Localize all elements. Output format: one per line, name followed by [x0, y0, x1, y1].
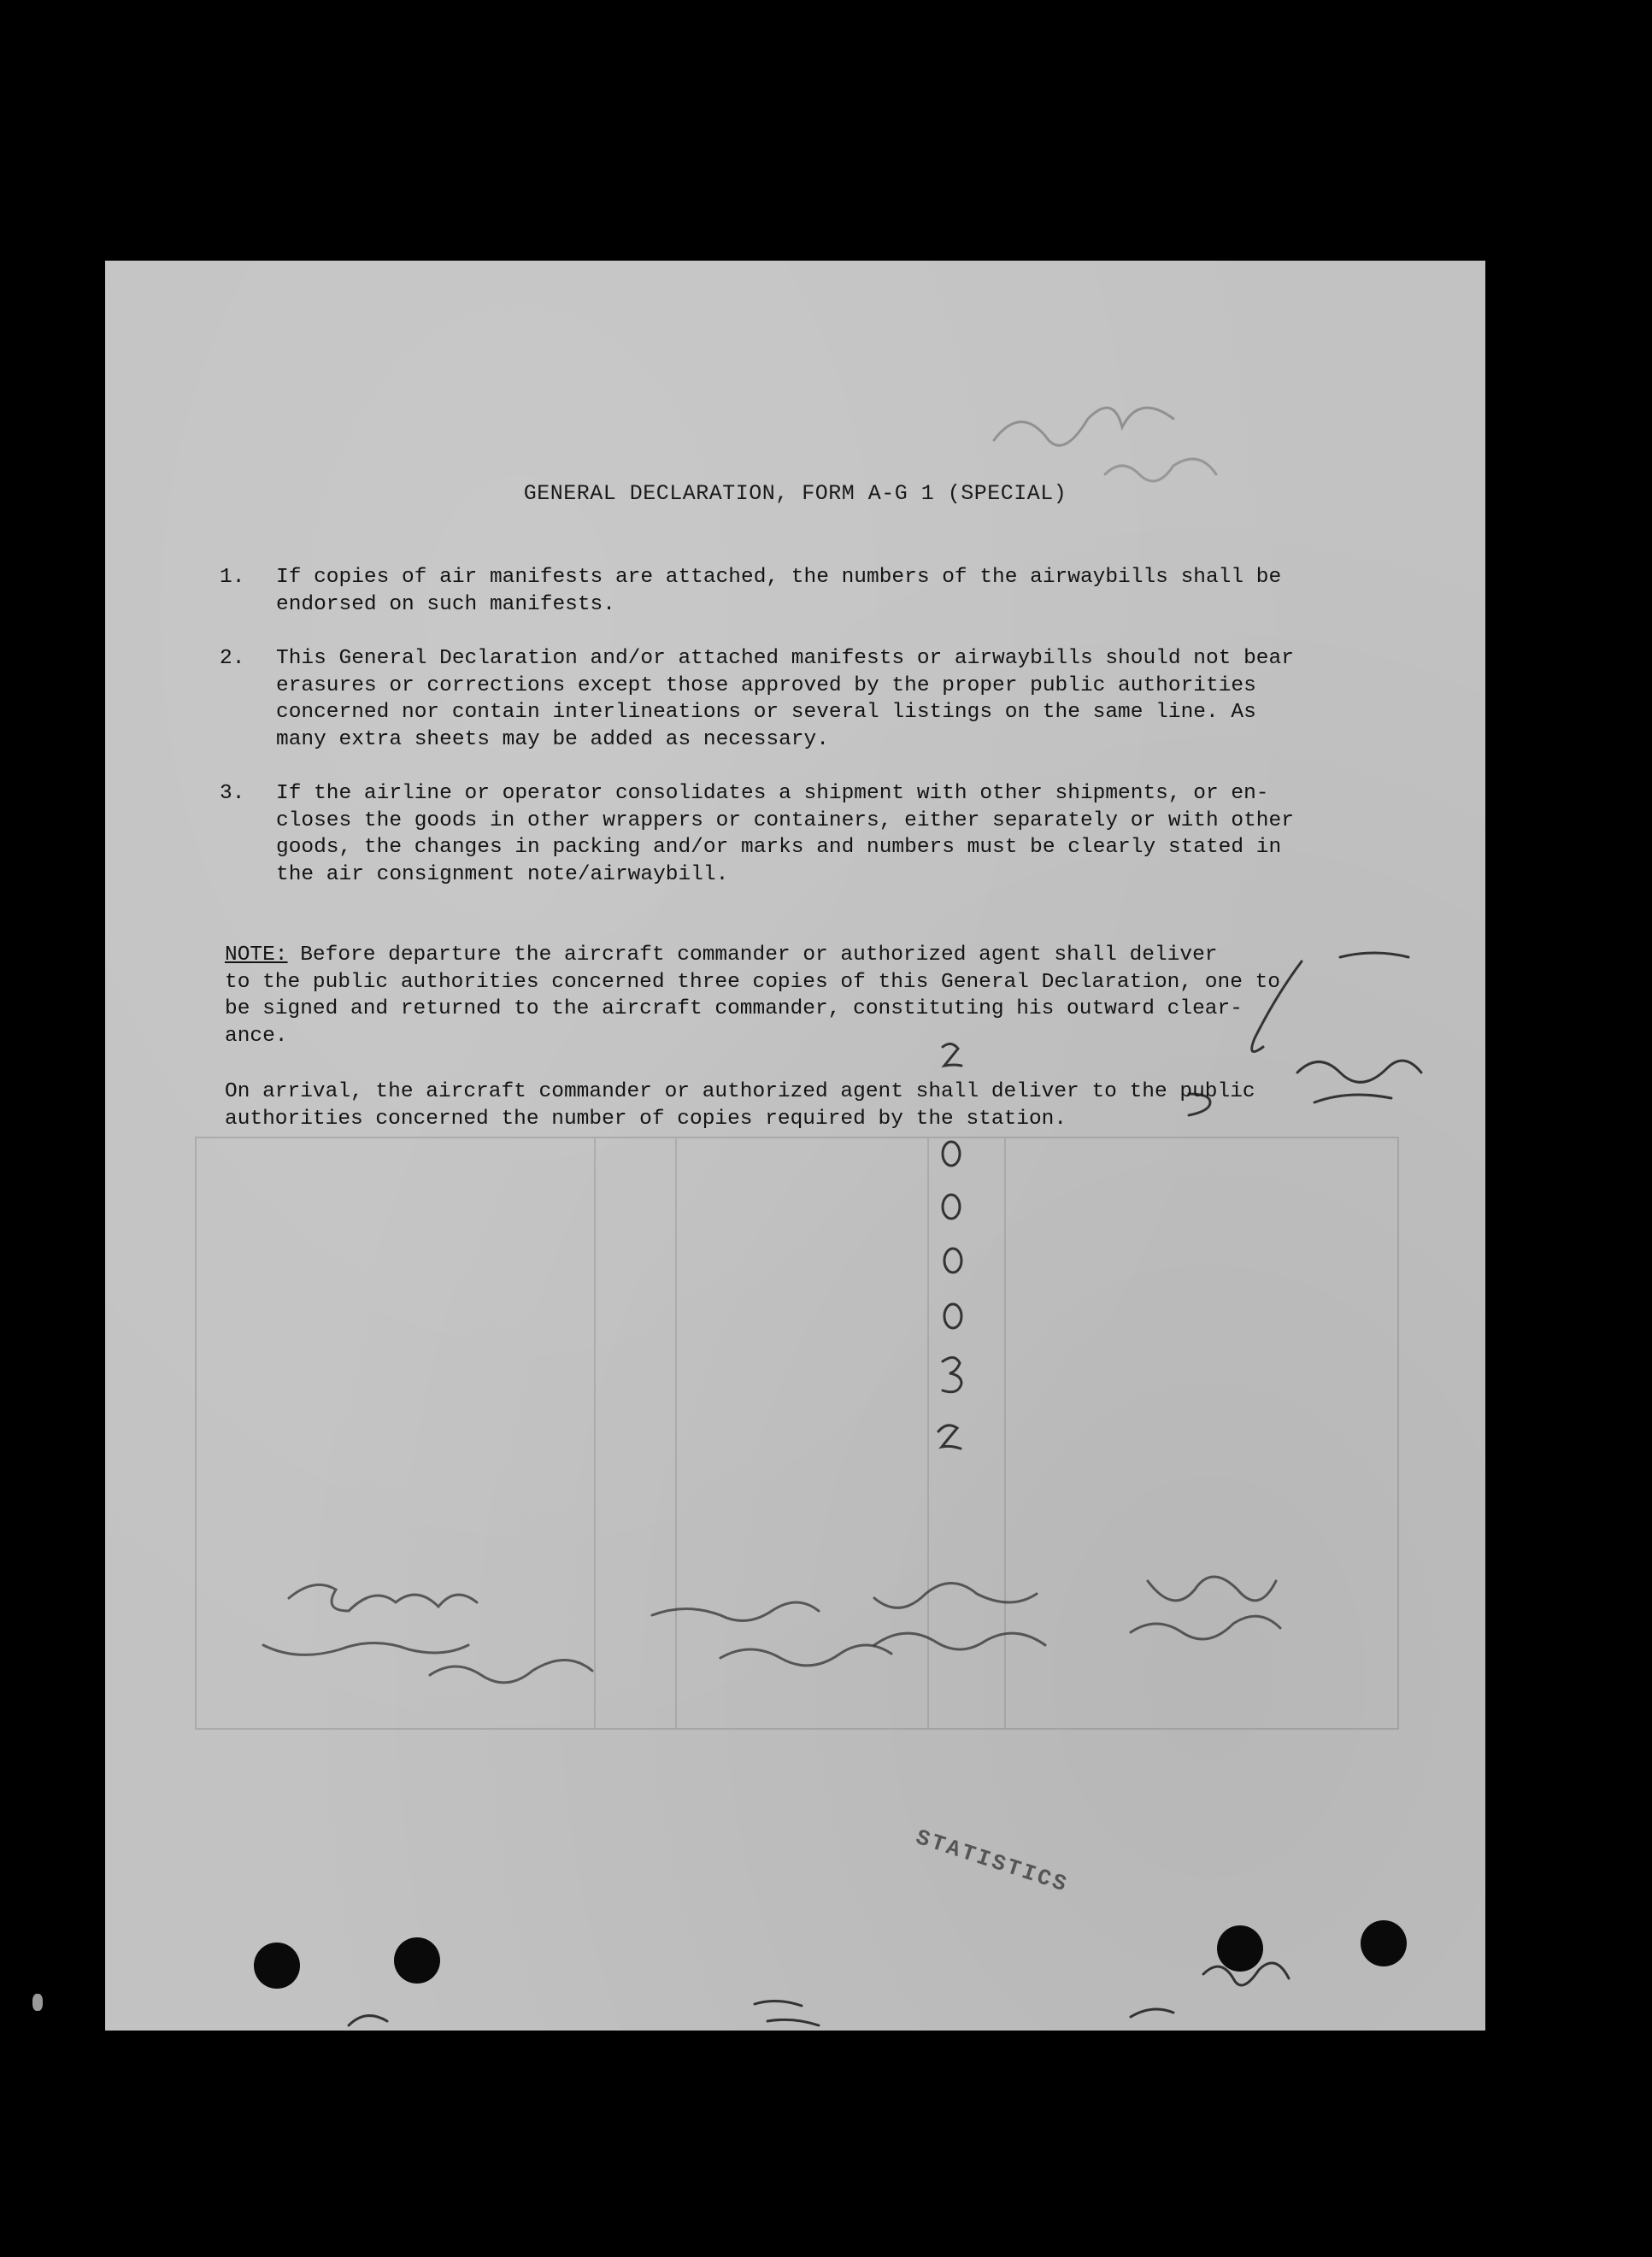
item-text: If the airline or operator consolidates a shipment with other shipments, or en- closes the goods in other wrappers or containers, either separately or with other goods, the changes in packing and/or marks and numbers must be clearly stated in the air consignment note/airwaybill.	[276, 782, 1294, 886]
item-text: This General Declaration and/or attached manifests or airwaybills should not bear erasures or corrections except those approved by the proper public authorities concerned nor contain interlineations or several listings on the same line. As many extra sheets may be added as necessary.	[276, 647, 1294, 751]
form-title: GENERAL DECLARATION, FORM A-G 1 (SPECIAL)	[523, 481, 1067, 506]
punch-hole	[394, 1937, 440, 1984]
scan-speck	[32, 1994, 43, 2011]
document-page	[105, 261, 1485, 2031]
item-number: 1.	[220, 566, 245, 589]
item-number: 3.	[220, 782, 245, 805]
punch-hole	[1217, 1925, 1263, 1972]
punch-hole	[1361, 1920, 1407, 1966]
arrival-paragraph: On arrival, the aircraft commander or authorized agent shall deliver to the public authorities concerned the number of copies required by the station.	[225, 1080, 1255, 1131]
item-text: If copies of air manifests are attached, the numbers of the airwaybills shall be endorsed on such manifests.	[276, 566, 1282, 616]
punch-hole	[254, 1943, 300, 1989]
note-text: Before departure the aircraft commander or authorized agent shall deliver to the public authorities concerned three copies of this General Declaration, one to be signed and returned to the aircraft commander, constituting his outward clear- ance.	[225, 943, 1281, 1048]
item-number: 2.	[220, 647, 245, 670]
note-label: NOTE:	[225, 943, 288, 967]
handwriting-overlay	[105, 261, 1485, 2031]
statistics-stamp: STATISTICS	[912, 1824, 1073, 1899]
